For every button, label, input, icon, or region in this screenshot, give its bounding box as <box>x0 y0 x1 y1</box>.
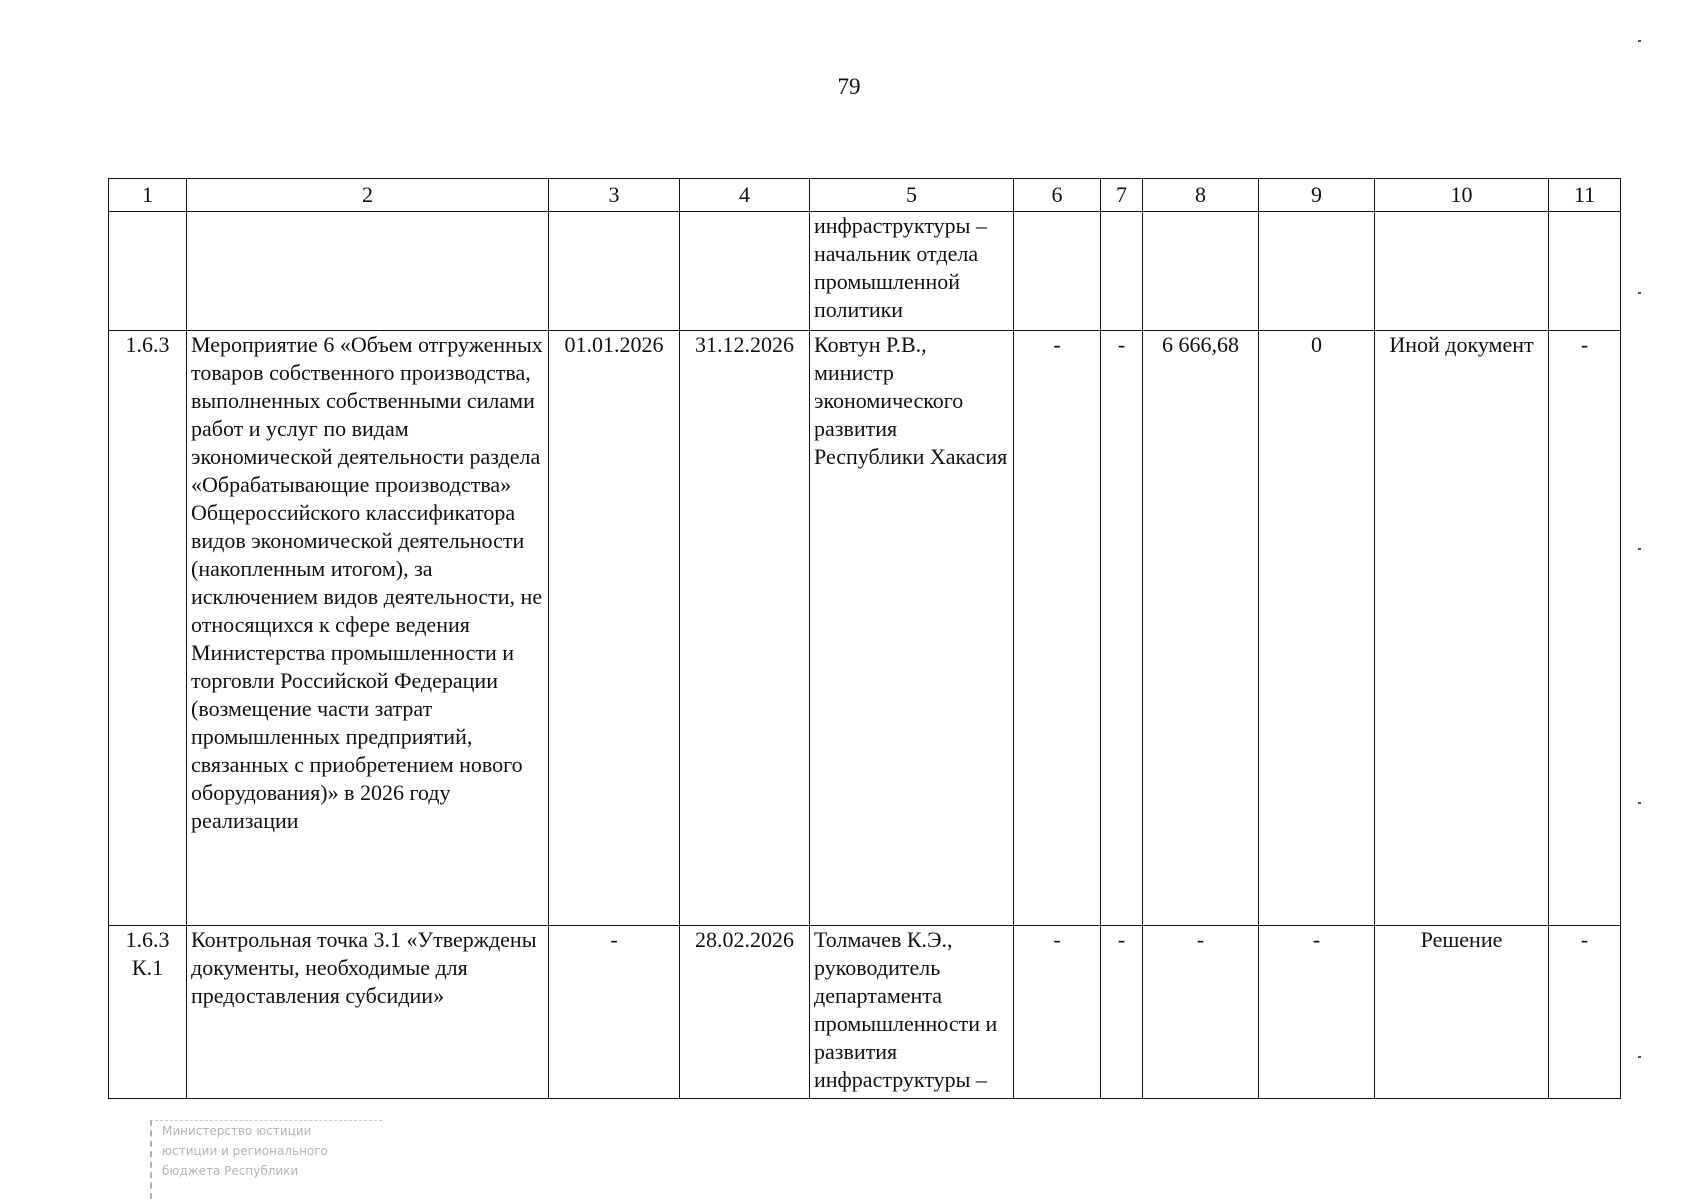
col-header-11: 11 <box>1549 179 1621 212</box>
cell-col9: - <box>1259 926 1375 1099</box>
cell-responsible: Толмачев К.Э., руководитель департамента промышленности и развития инфраструктуры – <box>810 926 1014 1099</box>
stamp-line: Министерство юстиции <box>162 1124 312 1138</box>
cell-col7: - <box>1101 331 1143 926</box>
cell-empty <box>1143 212 1259 331</box>
table-row-event <box>109 331 1621 926</box>
col-header-5: 5 <box>810 179 1014 212</box>
cell-empty <box>1375 212 1549 331</box>
page-number: 79 <box>837 74 861 99</box>
cell-empty <box>1259 212 1375 331</box>
stamp-line: юстиции и регионального <box>162 1144 328 1158</box>
cell-event-name: Мероприятие 6 «Объем отгруженных товаров собственного производства, выполненных собственными силами работ и услуг по видам экономической деятельности раздела «Обрабатывающие производства» Общероссийского классификатора видов экономической деятельности (накопленным итогом), за исключением видов деятельности, не относящихся к сфере ведения Министерства промышленности и торговли Российской Федерации (возмещение части затрат промышленных предприятий, связанных с приобретением нового оборудования)» в 2026 году реализации <box>187 331 549 926</box>
cell-empty <box>549 212 680 331</box>
cell-responsible: Ковтун Р.В., министр экономического развития Республики Хакасия <box>810 331 1014 926</box>
cell-col9: 0 <box>1259 331 1375 926</box>
col-header-4: 4 <box>680 179 810 212</box>
cell-start-date: 01.01.2026 <box>549 331 680 926</box>
cell-col11: - <box>1549 926 1621 1099</box>
scan-mark <box>1638 292 1641 294</box>
col-header-7: 7 <box>1101 179 1143 212</box>
registration-stamp <box>150 1120 382 1199</box>
cell-responsible-continued: инфраструктуры – начальник отдела промышленной политики <box>810 212 1014 331</box>
cell-start-date: - <box>549 926 680 1099</box>
cell-number: 1.6.3 К.1 <box>109 926 187 1099</box>
col-header-1: 1 <box>109 179 187 212</box>
stamp-line: бюджета Республики <box>162 1164 299 1178</box>
scan-mark <box>1638 802 1641 804</box>
col-header-9: 9 <box>1259 179 1375 212</box>
col-header-3: 3 <box>549 179 680 212</box>
table-row-checkpoint <box>109 926 1621 1099</box>
cell-checkpoint-name: Контрольная точка 3.1 «Утверждены документы, необходимые для предоставления субсидии» <box>187 926 549 1099</box>
cell-col8: 6 666,68 <box>1143 331 1259 926</box>
cell-col6: - <box>1014 331 1101 926</box>
col-header-10: 10 <box>1375 179 1549 212</box>
cell-empty <box>1549 212 1621 331</box>
col-header-2: 2 <box>187 179 549 212</box>
cell-col6: - <box>1014 926 1101 1099</box>
cell-col7: - <box>1101 926 1143 1099</box>
cell-number: 1.6.3 <box>109 331 187 926</box>
scan-mark <box>1638 40 1641 42</box>
cell-col11: - <box>1549 331 1621 926</box>
cell-empty <box>1101 212 1143 331</box>
cell-col8: - <box>1143 926 1259 1099</box>
scan-mark <box>1638 548 1641 550</box>
cell-empty <box>187 212 549 331</box>
cell-empty <box>1014 212 1101 331</box>
col-header-6: 6 <box>1014 179 1101 212</box>
cell-document-type: Решение <box>1375 926 1549 1099</box>
table-row-continuation <box>109 212 1621 331</box>
scan-mark <box>1638 1056 1641 1058</box>
plan-table <box>108 178 1621 1099</box>
cell-end-date: 28.02.2026 <box>680 926 810 1099</box>
header-row <box>109 179 1621 212</box>
cell-end-date: 31.12.2026 <box>680 331 810 926</box>
cell-empty <box>109 212 187 331</box>
cell-document-type: Иной документ <box>1375 331 1549 926</box>
cell-empty <box>680 212 810 331</box>
col-header-8: 8 <box>1143 179 1259 212</box>
